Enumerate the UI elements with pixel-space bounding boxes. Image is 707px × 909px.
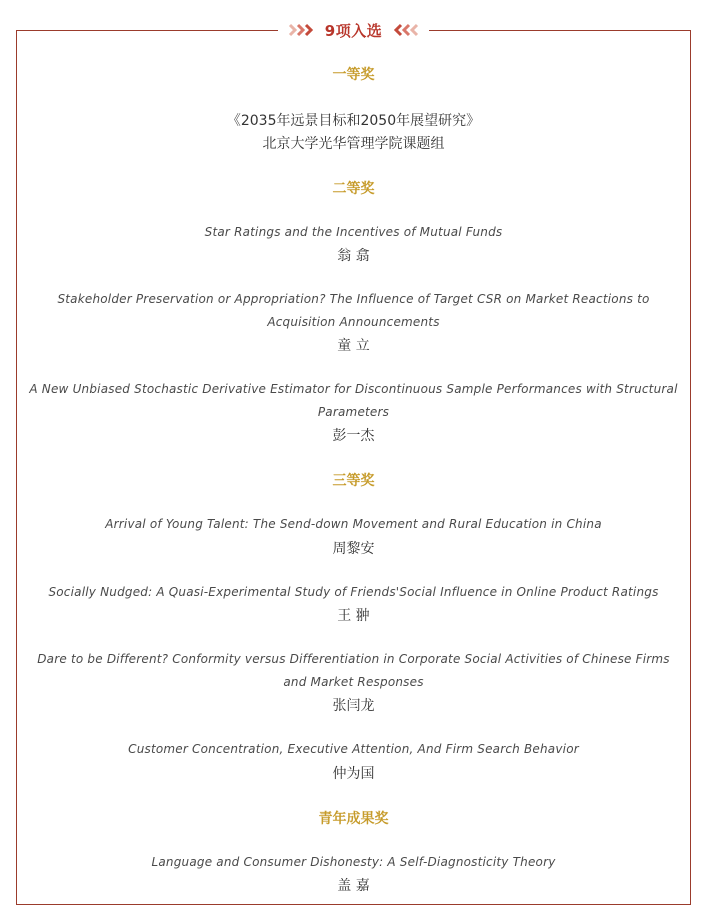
entry-title-line1: A New Unbiased Stochastic Derivative Estimator for Discontinuous Sample Performances with Structural [29,382,678,396]
entry-author: 王 翀 [337,608,370,624]
entry-author: 童 立 [337,338,370,354]
entry-author: 北京大学光华管理学院课题组 [262,136,445,152]
entry-title: Arrival of Young Talent: The Send-down Movement and Rural Education in China [105,517,602,531]
entry-title: Star Ratings and the Incentives of Mutual Funds [204,225,503,239]
third-prize-heading: 三等奖 [332,473,375,489]
entry-author: 仲为国 [332,766,375,782]
section-header-inner [278,20,429,41]
chevrons-right-icon [288,23,316,37]
second-prize-heading: 二等奖 [332,181,375,197]
entry-author: 张闫龙 [332,698,375,714]
entry-title: Language and Consumer Dishonesty: A Self-Diagnosticity Theory [151,855,556,869]
first-prize-heading: 一等奖 [332,67,375,83]
youth-award-heading: 青年成果奖 [318,811,389,827]
entry-author: 周黎安 [332,541,375,557]
section-header [0,17,707,43]
entry-title: Socially Nudged: A Quasi-Experimental Study of Friends'Social Influence in Online Product Ratings [48,585,659,599]
entry-title-line2: Acquisition Announcements [267,315,440,329]
entry-title: Customer Concentration, Executive Attention, And Firm Search Behavior [128,742,579,756]
entry-title-line1: Stakeholder Preservation or Appropriation? The Influence of Target CSR on Market Reactions to [57,292,650,306]
entry-author: 彭一杰 [332,428,375,444]
section-header-title: 9项入选 [324,21,383,40]
entry-title-line2: Parameters [317,405,390,419]
entry-author: 翁 翕 [337,248,370,264]
entry-author: 盖 嘉 [337,878,370,894]
entry-title-line1: Dare to be Different? Conformity versus Differentiation in Corporate Social Activities of Chinese Firms [37,652,670,666]
entry-title: 《2035年远景目标和2050年展望研究》 [226,113,481,129]
chevrons-left-icon [391,23,419,37]
entry-title-line2: and Market Responses [283,675,424,689]
